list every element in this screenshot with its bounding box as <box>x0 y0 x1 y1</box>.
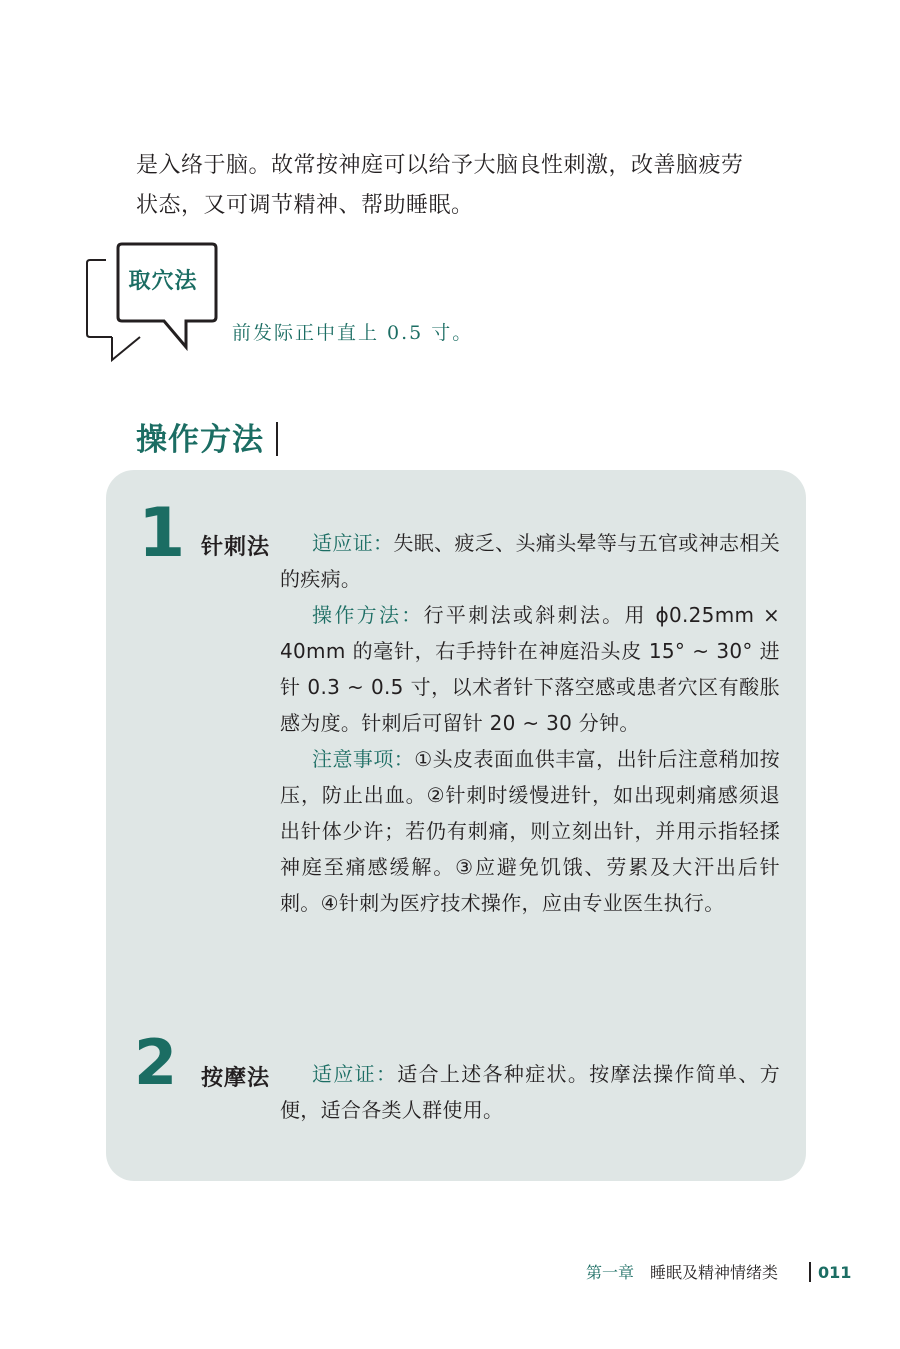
method-content <box>280 525 780 921</box>
section-heading <box>136 414 278 459</box>
indication-label: 适应证： <box>312 531 394 555</box>
method-number: 2 <box>134 1026 178 1099</box>
page-number: 011 <box>818 1263 852 1282</box>
acupoint-text: 前发际正中直上 0.5 寸。 <box>232 322 474 344</box>
operation-label: 操作方法： <box>312 603 424 627</box>
footer-chapter: 第一章 <box>586 1263 635 1282</box>
speech-bubble-icon <box>86 242 226 366</box>
notes-text: ①头皮表面血供丰富，出针后注意稍加按压，防止出血。②针刺时缓慢进针，如出现刺痛感须退出针体少许；若仍有刺痛，则立刻出针，并用示指轻揉神庭至痛感缓解。③应避免饥饿、劳累及大汗出后针刺。④针刺为医疗技术操作，应由专业医生执行。 <box>280 747 780 915</box>
footer-divider <box>809 1262 811 1282</box>
indication-label: 适应证： <box>312 1062 398 1086</box>
acupoint-title: 取穴法 <box>128 269 198 294</box>
footer-chapter-name: 睡眠及精神情绪类 <box>650 1263 779 1282</box>
indication-text: 失眠、疲乏、头痛头晕等与五官或神志相关的疾病。 <box>280 531 781 591</box>
method-title: 针刺法 <box>201 535 271 560</box>
heading-divider <box>276 422 278 456</box>
operation-paragraph <box>280 597 780 741</box>
operation-text: 行平刺法或斜刺法。用 ϕ0.25mm × 40mm 的毫针，右手持针在神庭沿头皮 15° ~ 30° 进针 0.3 ~ 0.5 寸，以术者针下落空感或患者穴区有酸胀感为度。针刺后可留针 20 ~ 30 分钟。 <box>280 603 781 735</box>
notes-paragraph <box>280 741 780 921</box>
method-number: 1 <box>138 494 186 573</box>
intro-paragraph <box>136 146 796 226</box>
intro-line: 是入络于脑。故常按神庭可以给予大脑良性刺激，改善脑疲劳 <box>136 153 744 178</box>
notes-label: 注意事项： <box>312 747 415 771</box>
method-content <box>280 1056 780 1128</box>
indication-text: 适合上述各种症状。按摩法操作简单、方便，适合各类人群使用。 <box>280 1062 780 1122</box>
indication-paragraph <box>280 1056 780 1128</box>
intro-line: 状态，又可调节精神、帮助睡眠。 <box>136 193 474 218</box>
method-title: 按摩法 <box>201 1066 271 1091</box>
indication-paragraph <box>280 525 780 597</box>
section-heading-text: 操作方法 <box>136 422 264 458</box>
